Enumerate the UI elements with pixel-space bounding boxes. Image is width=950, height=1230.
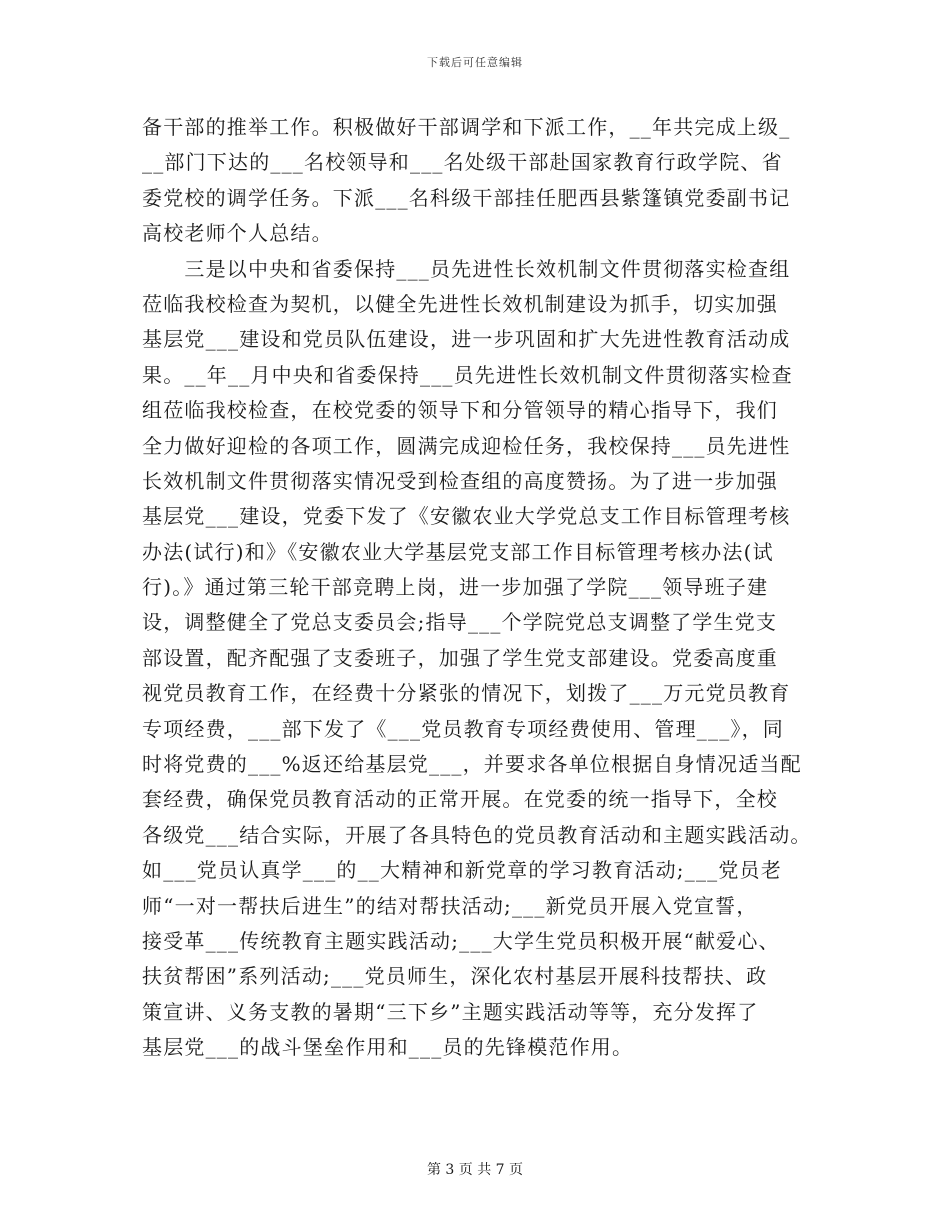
text-line: 策宣讲、义务支教的暑期“三下乡”主题实践活动等等，充分发挥了 bbox=[142, 999, 759, 1024]
text-line: 基层党___建设和党员队伍建设，进一步巩固和扩大先进性教育活动成 bbox=[142, 327, 791, 352]
page-header: 下载后可任意编辑 bbox=[427, 56, 523, 69]
text-line: 时将党费的___%返还给基层党___，并要求各单位根据自身情况适当配 bbox=[142, 752, 802, 777]
text-line: 如___党员认真学___的__大精神和新党章的学习教育活动;___党员老 bbox=[142, 858, 782, 883]
text-line: 师“一对一帮扶后进生”的结对帮扶活动;___新党员开展入党宣誓， bbox=[142, 893, 758, 918]
text-line: 果。__年__月中央和省委保持___员先进性长效机制文件贯彻落实检查 bbox=[142, 362, 793, 387]
text-line: __部门下达的___名校领导和___名处级干部赴国家教育行政学院、省 bbox=[142, 150, 783, 175]
text-line: 专项经费，___部下发了《___党员教育专项经费使用、管理___》，同 bbox=[142, 716, 784, 741]
text-line: 高校老师个人总结。 bbox=[142, 221, 333, 246]
text-line: 莅临我校检查为契机，以健全先进性长效机制建设为抓手，切实加强 bbox=[142, 291, 778, 316]
text-line: 设，调整健全了党总支委员会;指导___个学院党总支调整了学生党支 bbox=[142, 610, 778, 635]
document-body bbox=[142, 110, 842, 1066]
text-line: 各级党___结合实际，开展了各具特色的党员教育活动和主题实践活动。 bbox=[142, 822, 812, 847]
text-line: 基层党___的战斗堡垒作用和___员的先锋模范作用。 bbox=[142, 1035, 634, 1060]
text-line: 办法(试行)和》《安徽农业大学基层党支部工作目标管理考核办法(试 bbox=[142, 539, 774, 564]
text-line: 全力做好迎检的各项工作，圆满完成迎检任务，我校保持___员先进性 bbox=[142, 433, 791, 458]
text-line: 视党员教育工作，在经费十分紧张的情况下，划拨了___万元党员教育 bbox=[142, 681, 791, 706]
page-footer: 第 3 页 共 7 页 bbox=[426, 1162, 524, 1178]
text-line: 套经费，确保党员教育活动的正常开展。在党委的统一指导下，全校 bbox=[142, 787, 778, 812]
text-line: 接受革___传统教育主题实践活动;___大学生党员积极开展“献爱心、 bbox=[142, 928, 780, 953]
text-line: 长效机制文件贯彻落实情况受到检查组的高度赞扬。为了进一步加强 bbox=[142, 468, 778, 493]
text-line: 扶贫帮困”系列活动;___党员师生，深化农村基层开展科技帮扶、政 bbox=[142, 964, 768, 989]
text-line: 三是以中央和省委保持___员先进性长效机制文件贯彻落实检查组 bbox=[142, 256, 791, 281]
text-line: 备干部的推举工作。积极做好干部调学和下派工作，__年共完成上级_ bbox=[142, 115, 791, 139]
text-line: 部设置，配齐配强了支委班子，加强了学生党支部建设。党委高度重 bbox=[142, 645, 778, 670]
text-line: 组莅临我校检查，在校党委的领导下和分管领导的精心指导下，我们 bbox=[142, 398, 778, 423]
text-line: 基层党___建设，党委下发了《安徽农业大学党总支工作目标管理考核 bbox=[142, 504, 791, 529]
text-line: 委党校的调学任务。下派___名科级干部挂任肥西县紫篷镇党委副书记 bbox=[142, 185, 791, 210]
text-line: 行)。》通过第三轮干部竞聘上岗，进一步加强了学院___领导班子建 bbox=[142, 575, 769, 600]
